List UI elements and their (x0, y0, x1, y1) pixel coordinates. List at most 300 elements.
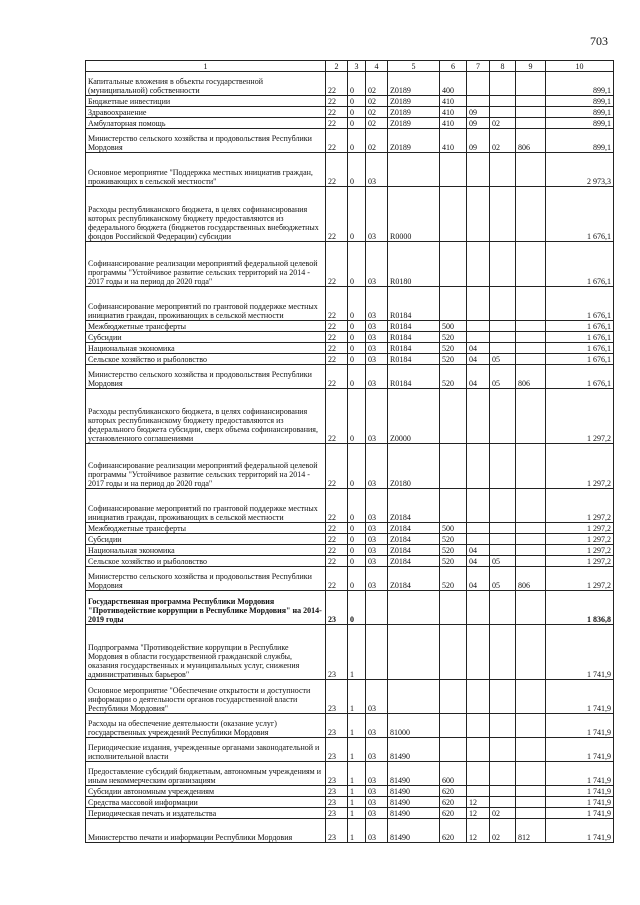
cell-code-2: 23 (326, 738, 348, 762)
cell-subsection (490, 343, 516, 354)
cell-code-2: 22 (326, 365, 348, 389)
cell-ministry (516, 797, 546, 808)
cell-target-code (388, 625, 440, 680)
table-row (86, 354, 614, 365)
cell-code-4: 03 (366, 332, 388, 343)
budget-table (85, 60, 614, 843)
cell-section (467, 153, 490, 187)
cell-amount: 1 676,1 (546, 343, 614, 354)
cell-ministry (516, 625, 546, 680)
cell-section (467, 523, 490, 534)
cell-ministry (516, 545, 546, 556)
table-row (86, 797, 614, 808)
cell-target-code: R0184 (388, 321, 440, 332)
cell-target-code: R0000 (388, 187, 440, 242)
cell-code-3: 0 (348, 107, 366, 118)
cell-expense-type (440, 187, 467, 242)
cell-amount: 1 741,9 (546, 714, 614, 738)
cell-code-2: 22 (326, 523, 348, 534)
cell-code-3: 0 (348, 545, 366, 556)
cell-amount: 899,1 (546, 129, 614, 153)
cell-amount: 1 297,2 (546, 523, 614, 534)
cell-section: 04 (467, 343, 490, 354)
table-row (86, 287, 614, 321)
cell-subsection: 05 (490, 365, 516, 389)
cell-amount: 1 297,2 (546, 444, 614, 489)
cell-code-2: 22 (326, 96, 348, 107)
cell-amount: 1 676,1 (546, 287, 614, 321)
cell-ministry (516, 321, 546, 332)
cell-code-4: 02 (366, 107, 388, 118)
cell-description: Министерство сельского хозяйства и продовольствия Республики Мордовия (86, 567, 326, 591)
cell-expense-type: 520 (440, 354, 467, 365)
table-row (86, 625, 614, 680)
cell-description: Основное мероприятие "Поддержка местных инициатив граждан, проживающих в сельской местности" (86, 153, 326, 187)
table-row (86, 762, 614, 786)
cell-amount: 1 676,1 (546, 365, 614, 389)
cell-subsection: 05 (490, 354, 516, 365)
cell-expense-type (440, 444, 467, 489)
cell-code-2: 22 (326, 343, 348, 354)
cell-code-4 (366, 591, 388, 625)
cell-amount: 1 676,1 (546, 242, 614, 287)
cell-section (467, 389, 490, 444)
cell-code-2: 22 (326, 129, 348, 153)
cell-description: Межбюджетные трансферты (86, 523, 326, 534)
cell-ministry (516, 118, 546, 129)
cell-description: Бюджетные инвестиции (86, 96, 326, 107)
cell-description: Амбулаторная помощь (86, 118, 326, 129)
cell-description: Государственная программа Республики Мордовия "Противодействие коррупции в Республике Мордовия" на 2014-2019 годы (86, 591, 326, 625)
cell-description: Сельское хозяйство и рыболовство (86, 354, 326, 365)
cell-subsection (490, 714, 516, 738)
column-header-9: 9 (516, 61, 546, 72)
cell-ministry: 812 (516, 819, 546, 843)
cell-ministry: 806 (516, 365, 546, 389)
cell-section: 04 (467, 365, 490, 389)
cell-code-3: 0 (348, 444, 366, 489)
cell-subsection: 02 (490, 808, 516, 819)
cell-ministry: 806 (516, 129, 546, 153)
table-row (86, 332, 614, 343)
cell-code-2: 22 (326, 332, 348, 343)
cell-code-3: 0 (348, 287, 366, 321)
cell-code-3: 1 (348, 625, 366, 680)
cell-target-code: R0184 (388, 365, 440, 389)
cell-code-3: 0 (348, 523, 366, 534)
cell-subsection (490, 680, 516, 714)
cell-code-3: 0 (348, 187, 366, 242)
cell-code-2: 22 (326, 287, 348, 321)
table-row (86, 321, 614, 332)
cell-target-code: 81000 (388, 714, 440, 738)
cell-code-4: 03 (366, 523, 388, 534)
cell-section: 04 (467, 545, 490, 556)
cell-expense-type: 620 (440, 808, 467, 819)
cell-subsection (490, 738, 516, 762)
cell-target-code: R0184 (388, 287, 440, 321)
cell-amount: 1 741,9 (546, 797, 614, 808)
cell-code-4: 03 (366, 797, 388, 808)
cell-code-4: 02 (366, 118, 388, 129)
cell-code-3: 1 (348, 762, 366, 786)
page-number: 703 (590, 34, 608, 48)
cell-expense-type: 500 (440, 523, 467, 534)
cell-expense-type: 500 (440, 321, 467, 332)
cell-code-2: 23 (326, 786, 348, 797)
cell-subsection: 05 (490, 556, 516, 567)
cell-ministry: 806 (516, 567, 546, 591)
cell-amount: 1 297,2 (546, 545, 614, 556)
cell-code-3: 0 (348, 129, 366, 153)
cell-target-code: Z0000 (388, 389, 440, 444)
cell-subsection: 02 (490, 129, 516, 153)
cell-ministry (516, 187, 546, 242)
cell-section: 09 (467, 107, 490, 118)
cell-expense-type: 410 (440, 118, 467, 129)
cell-ministry (516, 786, 546, 797)
cell-section (467, 72, 490, 96)
cell-section: 12 (467, 819, 490, 843)
cell-ministry (516, 107, 546, 118)
cell-description: Министерство печати и информации Республики Мордовия (86, 819, 326, 843)
cell-amount: 1 741,9 (546, 786, 614, 797)
cell-code-3: 0 (348, 591, 366, 625)
cell-amount: 1 676,1 (546, 354, 614, 365)
table-body (86, 72, 614, 843)
cell-subsection: 05 (490, 567, 516, 591)
cell-subsection (490, 523, 516, 534)
cell-section (467, 625, 490, 680)
cell-subsection (490, 287, 516, 321)
cell-section (467, 534, 490, 545)
cell-expense-type: 400 (440, 72, 467, 96)
cell-ministry (516, 808, 546, 819)
cell-subsection (490, 72, 516, 96)
cell-amount: 1 676,1 (546, 332, 614, 343)
cell-expense-type: 520 (440, 545, 467, 556)
cell-description: Периодическая печать и издательства (86, 808, 326, 819)
cell-ministry (516, 714, 546, 738)
cell-code-3: 0 (348, 567, 366, 591)
column-header-4: 4 (366, 61, 388, 72)
cell-target-code: R0184 (388, 354, 440, 365)
cell-code-2: 22 (326, 72, 348, 96)
cell-subsection (490, 786, 516, 797)
cell-subsection (490, 545, 516, 556)
cell-amount: 1 297,2 (546, 489, 614, 523)
cell-section (467, 680, 490, 714)
cell-expense-type (440, 738, 467, 762)
cell-section: 04 (467, 354, 490, 365)
table-row (86, 389, 614, 444)
cell-description: Национальная экономика (86, 343, 326, 354)
cell-code-2: 22 (326, 321, 348, 332)
cell-subsection (490, 489, 516, 523)
cell-target-code (388, 591, 440, 625)
cell-code-3: 0 (348, 534, 366, 545)
cell-section: 12 (467, 808, 490, 819)
column-header-1: 1 (86, 61, 326, 72)
cell-description: Средства массовой информации (86, 797, 326, 808)
cell-expense-type (440, 714, 467, 738)
cell-code-4: 03 (366, 287, 388, 321)
cell-code-3: 0 (348, 354, 366, 365)
table-row (86, 444, 614, 489)
cell-ministry (516, 96, 546, 107)
cell-ministry (516, 287, 546, 321)
cell-ministry (516, 556, 546, 567)
cell-subsection (490, 389, 516, 444)
cell-subsection (490, 187, 516, 242)
cell-code-3: 1 (348, 797, 366, 808)
cell-expense-type (440, 287, 467, 321)
cell-code-4: 03 (366, 444, 388, 489)
cell-ministry (516, 762, 546, 786)
table-row (86, 786, 614, 797)
cell-section (467, 321, 490, 332)
table-row (86, 343, 614, 354)
cell-amount: 899,1 (546, 118, 614, 129)
cell-target-code: R0184 (388, 332, 440, 343)
cell-amount: 1 741,9 (546, 819, 614, 843)
table-row (86, 187, 614, 242)
cell-amount: 899,1 (546, 96, 614, 107)
table-row (86, 567, 614, 591)
cell-code-2: 22 (326, 545, 348, 556)
cell-code-4: 03 (366, 567, 388, 591)
table-row (86, 118, 614, 129)
cell-description: Межбюджетные трансферты (86, 321, 326, 332)
cell-expense-type (440, 625, 467, 680)
cell-target-code: R0184 (388, 343, 440, 354)
cell-code-3: 1 (348, 819, 366, 843)
cell-amount: 2 973,3 (546, 153, 614, 187)
column-header-6: 6 (440, 61, 467, 72)
cell-code-3: 1 (348, 714, 366, 738)
cell-code-4: 03 (366, 365, 388, 389)
cell-code-2: 23 (326, 797, 348, 808)
cell-description: Здравоохранение (86, 107, 326, 118)
cell-code-4: 03 (366, 819, 388, 843)
cell-amount: 1 297,2 (546, 389, 614, 444)
cell-code-3: 0 (348, 365, 366, 389)
cell-description: Софинансирование реализации мероприятий федеральной целевой программы "Устойчивое развитие сельских территорий на 2014 - 2017 годы и на период до 2020 года" (86, 444, 326, 489)
cell-ministry (516, 72, 546, 96)
table-row (86, 591, 614, 625)
cell-code-3: 1 (348, 680, 366, 714)
cell-subsection (490, 797, 516, 808)
table-row (86, 523, 614, 534)
cell-code-4: 02 (366, 96, 388, 107)
cell-amount: 1 741,9 (546, 808, 614, 819)
cell-target-code: 81490 (388, 762, 440, 786)
cell-code-4: 03 (366, 680, 388, 714)
cell-description: Предоставление субсидий бюджетным, автономным учреждениям и иным некоммерческим организациям (86, 762, 326, 786)
cell-code-2: 22 (326, 567, 348, 591)
cell-code-2: 23 (326, 762, 348, 786)
cell-section (467, 762, 490, 786)
table-row (86, 714, 614, 738)
cell-section (467, 714, 490, 738)
cell-section (467, 332, 490, 343)
cell-section: 12 (467, 797, 490, 808)
cell-target-code: Z0189 (388, 129, 440, 153)
table-row (86, 545, 614, 556)
table-row (86, 489, 614, 523)
cell-target-code: Z0189 (388, 72, 440, 96)
cell-subsection: 02 (490, 819, 516, 843)
cell-code-4: 03 (366, 534, 388, 545)
cell-description: Национальная экономика (86, 545, 326, 556)
cell-code-4: 02 (366, 129, 388, 153)
cell-code-3: 0 (348, 72, 366, 96)
cell-target-code: Z0184 (388, 489, 440, 523)
cell-subsection (490, 242, 516, 287)
table-row (86, 365, 614, 389)
cell-description: Расходы республиканского бюджета, в целях софинансирования которых республиканскому бюджету предоставляются из федерального бюджета субсидии, сверх объема софинансирования, установленного соглашениями (86, 389, 326, 444)
cell-subsection (490, 321, 516, 332)
cell-code-3: 0 (348, 153, 366, 187)
cell-code-2: 23 (326, 591, 348, 625)
cell-ministry (516, 444, 546, 489)
cell-section: 09 (467, 118, 490, 129)
cell-subsection (490, 762, 516, 786)
column-header-7: 7 (467, 61, 490, 72)
cell-code-2: 22 (326, 107, 348, 118)
cell-expense-type: 520 (440, 365, 467, 389)
cell-target-code (388, 153, 440, 187)
table-row (86, 556, 614, 567)
cell-code-3: 0 (348, 332, 366, 343)
cell-expense-type: 600 (440, 762, 467, 786)
cell-expense-type: 520 (440, 332, 467, 343)
column-header-5: 5 (388, 61, 440, 72)
cell-section (467, 738, 490, 762)
cell-target-code: 81490 (388, 808, 440, 819)
column-header-8: 8 (490, 61, 516, 72)
table-row (86, 72, 614, 96)
table-row (86, 96, 614, 107)
cell-expense-type: 410 (440, 107, 467, 118)
cell-amount: 1 297,2 (546, 567, 614, 591)
cell-amount: 1 676,1 (546, 321, 614, 332)
cell-code-4: 03 (366, 738, 388, 762)
column-header-10: 10 (546, 61, 614, 72)
cell-ministry (516, 332, 546, 343)
cell-subsection (490, 444, 516, 489)
cell-description: Субсидии (86, 534, 326, 545)
cell-description: Капитальные вложения в объекты государственной (муниципальной) собственности (86, 72, 326, 96)
cell-ministry (516, 354, 546, 365)
header-row (86, 61, 614, 72)
cell-code-4: 03 (366, 343, 388, 354)
cell-target-code: Z0184 (388, 545, 440, 556)
cell-expense-type (440, 153, 467, 187)
cell-target-code: Z0189 (388, 96, 440, 107)
cell-description: Периодические издания, учрежденные органами законодательной и исполнительной власти (86, 738, 326, 762)
cell-expense-type (440, 489, 467, 523)
cell-code-4: 03 (366, 545, 388, 556)
cell-target-code: Z0180 (388, 444, 440, 489)
cell-code-2: 23 (326, 625, 348, 680)
cell-code-2: 23 (326, 819, 348, 843)
cell-code-3: 0 (348, 343, 366, 354)
cell-subsection (490, 153, 516, 187)
cell-target-code: 81490 (388, 797, 440, 808)
cell-amount: 1 741,9 (546, 762, 614, 786)
cell-description: Субсидии автономным учреждениям (86, 786, 326, 797)
cell-code-4: 03 (366, 556, 388, 567)
cell-code-3: 1 (348, 786, 366, 797)
cell-code-4: 03 (366, 808, 388, 819)
table-row (86, 819, 614, 843)
cell-expense-type: 620 (440, 819, 467, 843)
column-header-3: 3 (348, 61, 366, 72)
cell-ministry (516, 680, 546, 714)
cell-expense-type: 620 (440, 786, 467, 797)
cell-subsection (490, 625, 516, 680)
cell-section (467, 489, 490, 523)
cell-code-4: 03 (366, 714, 388, 738)
cell-code-2: 22 (326, 489, 348, 523)
cell-code-2: 22 (326, 444, 348, 489)
cell-target-code: Z0184 (388, 567, 440, 591)
cell-target-code: Z0184 (388, 534, 440, 545)
cell-expense-type: 620 (440, 797, 467, 808)
cell-description: Софинансирование мероприятий по грантовой поддержке местных инициатив граждан, проживающих в сельской местности (86, 287, 326, 321)
cell-code-2: 23 (326, 680, 348, 714)
cell-section (467, 242, 490, 287)
cell-section (467, 444, 490, 489)
cell-ministry (516, 153, 546, 187)
cell-code-4: 03 (366, 321, 388, 332)
cell-amount: 899,1 (546, 107, 614, 118)
cell-subsection: 02 (490, 118, 516, 129)
cell-ministry (516, 523, 546, 534)
cell-code-4: 03 (366, 786, 388, 797)
cell-target-code: Z0189 (388, 118, 440, 129)
cell-subsection (490, 107, 516, 118)
cell-code-3: 1 (348, 738, 366, 762)
column-header-2: 2 (326, 61, 348, 72)
cell-expense-type: 410 (440, 129, 467, 153)
cell-code-3: 0 (348, 389, 366, 444)
table-row (86, 808, 614, 819)
cell-ministry (516, 343, 546, 354)
cell-code-3: 0 (348, 321, 366, 332)
cell-section (467, 786, 490, 797)
cell-code-4 (366, 625, 388, 680)
cell-expense-type (440, 591, 467, 625)
cell-subsection (490, 332, 516, 343)
cell-code-3: 1 (348, 808, 366, 819)
cell-ministry (516, 591, 546, 625)
table-row (86, 534, 614, 545)
cell-code-2: 22 (326, 556, 348, 567)
cell-expense-type: 520 (440, 343, 467, 354)
table-row (86, 680, 614, 714)
cell-code-2: 22 (326, 242, 348, 287)
cell-description: Софинансирование реализации мероприятий федеральной целевой программы "Устойчивое развитие сельских территорий на 2014 - 2017 годы и на период до 2020 года" (86, 242, 326, 287)
cell-code-4: 02 (366, 72, 388, 96)
cell-ministry (516, 489, 546, 523)
cell-code-2: 23 (326, 808, 348, 819)
cell-code-2: 22 (326, 187, 348, 242)
cell-code-2: 22 (326, 534, 348, 545)
cell-description: Министерство сельского хозяйства и продовольствия Республики Мордовия (86, 365, 326, 389)
cell-expense-type (440, 242, 467, 287)
